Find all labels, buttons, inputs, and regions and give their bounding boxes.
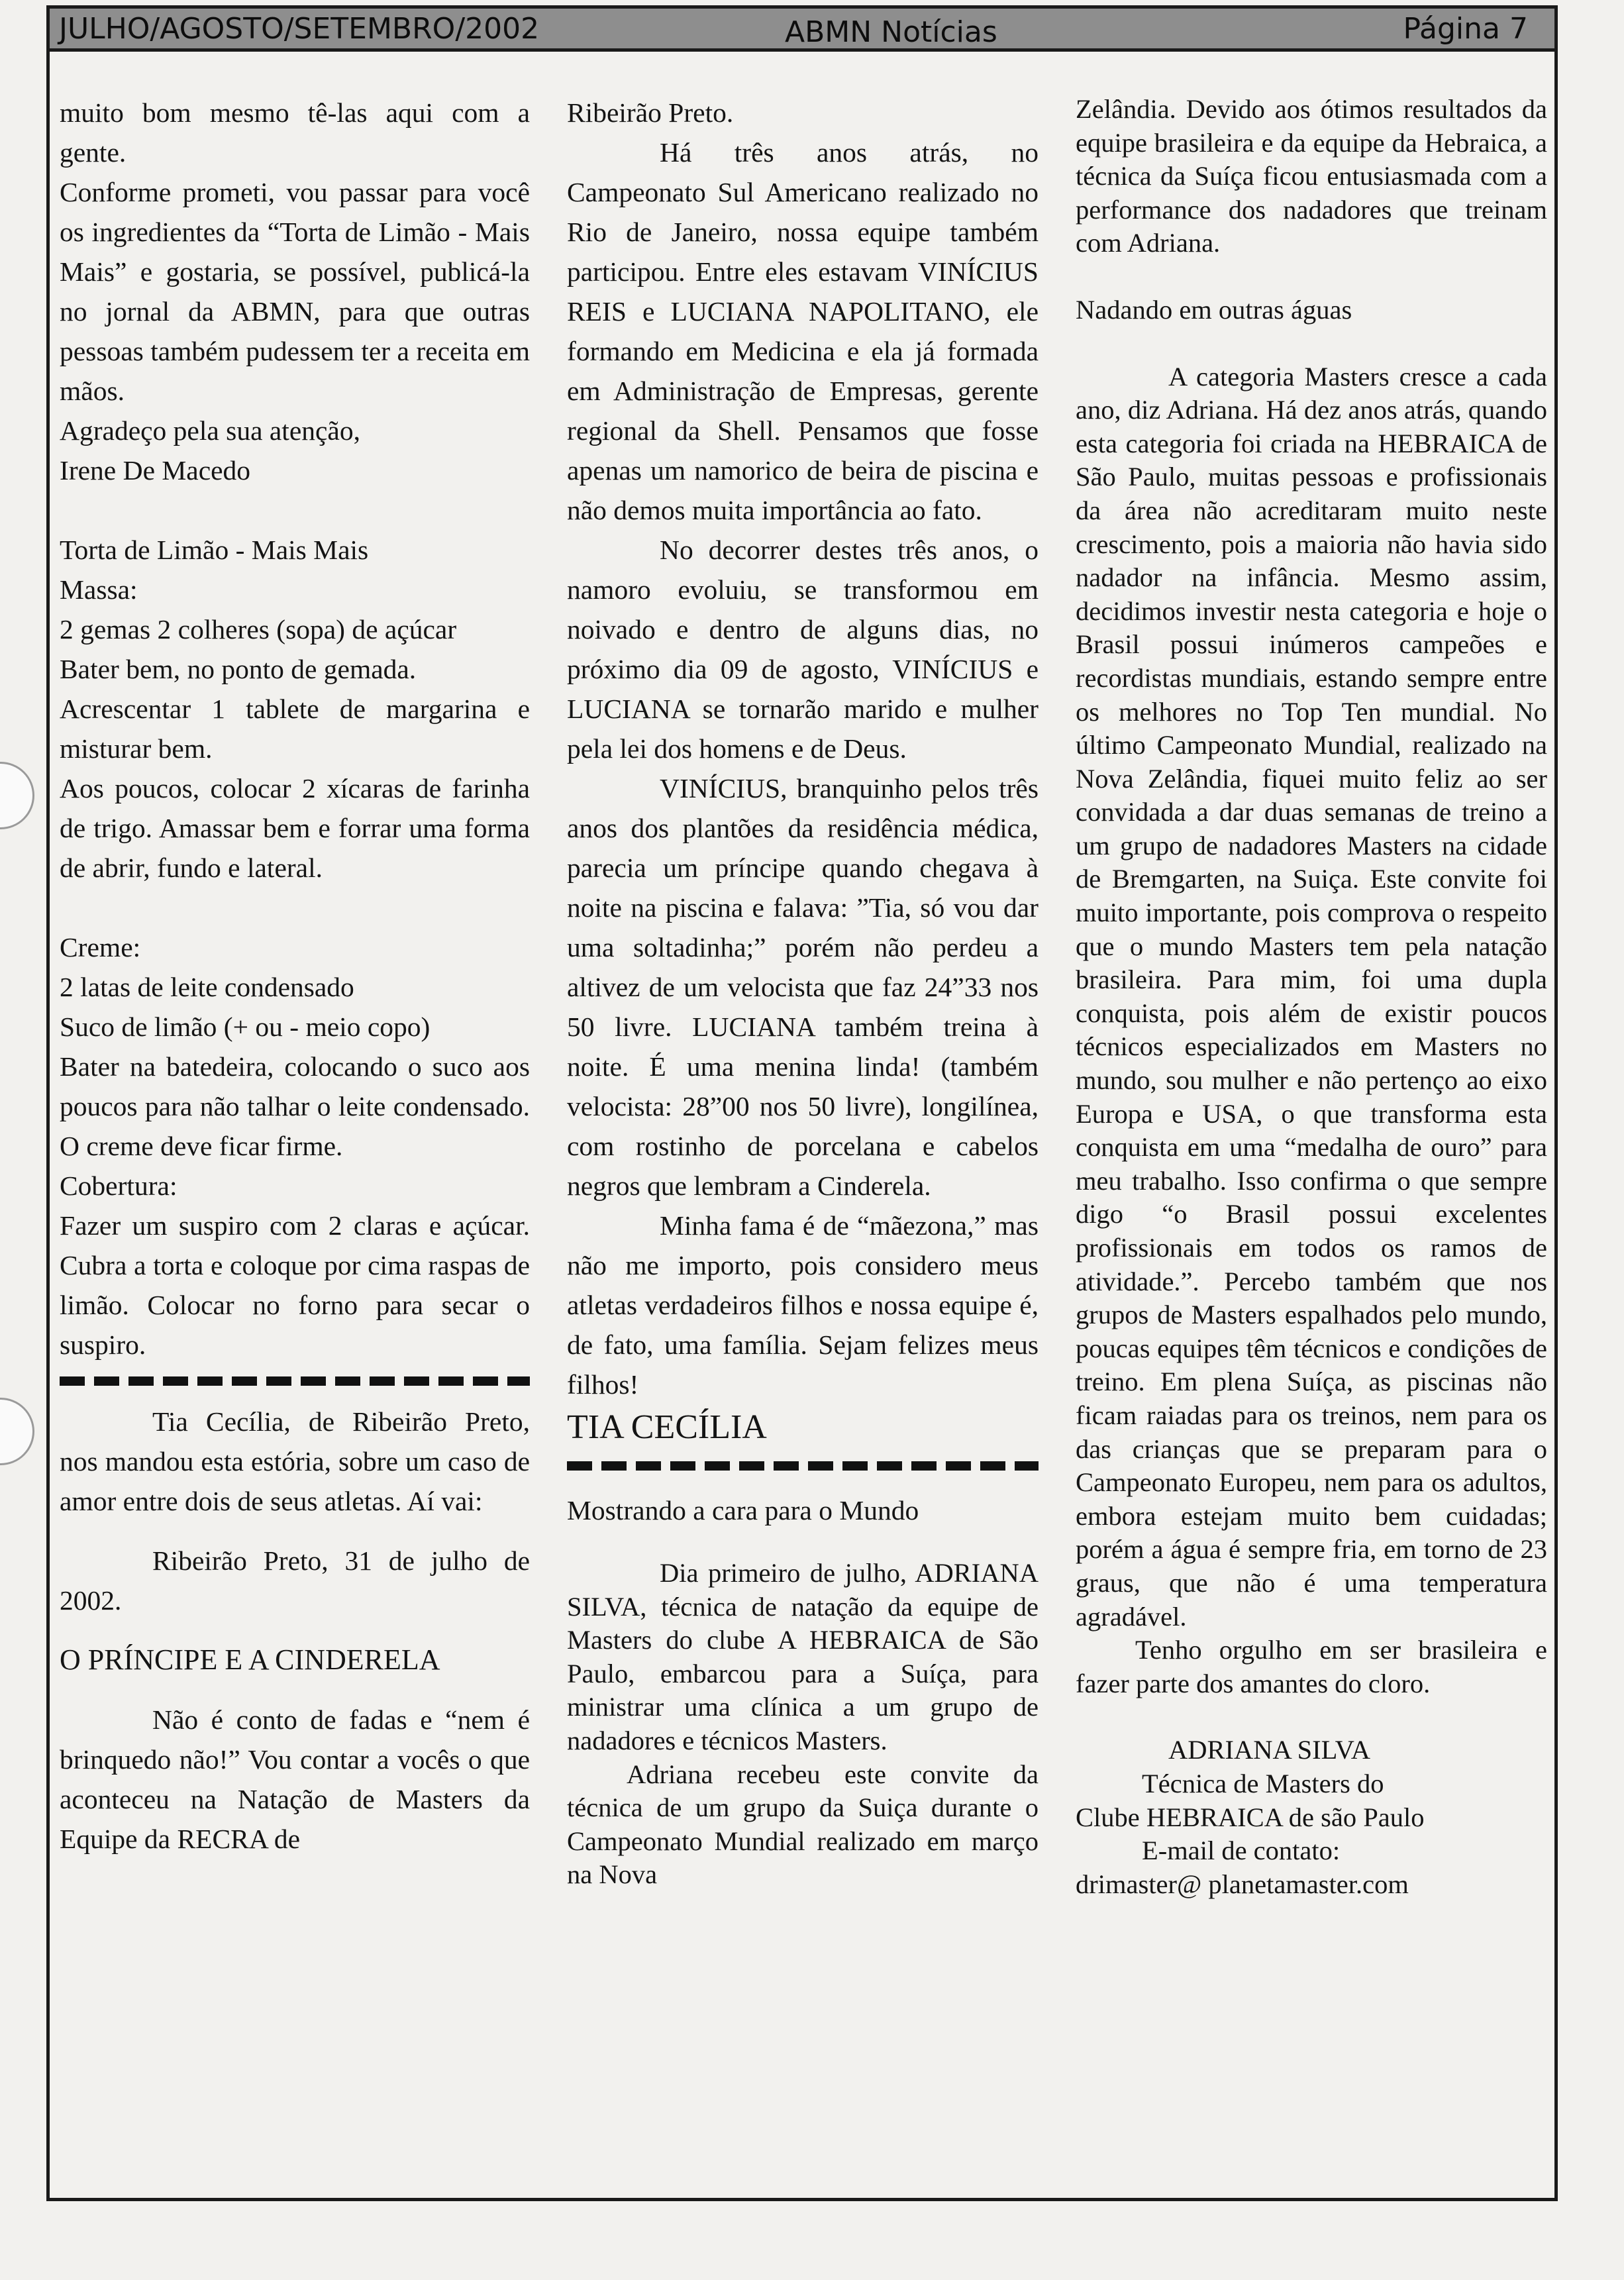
recipe-title: Torta de Limão - Mais Mais (60, 535, 369, 565)
paragraph: Dia primeiro de julho, ADRIANA SILVA, técnica de natação da equipe de Masters do clube A HEBRAICA de São Paulo, embarcou para a Suíça, para ministrar uma clínica a um grupo de nadadores e técnicos Masters. (567, 1558, 1039, 1755)
paragraph: Agradeço pela sua atenção, (60, 415, 360, 446)
paragraph: Não é conto de fadas e “nem é brinquedo não!” Vou contar a vocês o que aconteceu na Natação de Masters da Equipe da RECRA de (60, 1704, 530, 1854)
author-role: Técnica de Masters do (1142, 1768, 1384, 1798)
recipe-line: 2 latas de leite condensado (60, 972, 354, 1002)
paragraph: Adriana recebeu este convite da técnica de um grupo da Suiça durante o Campeonato Mundial realizado em março na Nova (567, 1759, 1039, 1890)
recipe-line: Bater bem, no ponto de gemada. (60, 654, 417, 684)
paragraph: Tia Cecília, de Ribeirão Preto, nos mandou esta estória, sobre um caso de amor entre dois de seus atletas. Aí vai: (60, 1406, 530, 1516)
recipe-line: 2 gemas 2 colheres (sopa) de açúcar (60, 614, 457, 645)
header-publication: ABMN Notícias (785, 15, 997, 49)
story-signature: TIA CECÍLIA (567, 1408, 767, 1446)
column-3 (1076, 93, 1547, 1901)
header-date: JULHO/AGOSTO/SETEMBRO/2002 (59, 11, 540, 46)
header-page-number: Página 7 (1403, 11, 1528, 46)
paragraph: Ribeirão Preto. (567, 97, 734, 128)
dashed-divider (60, 1376, 530, 1386)
paragraph: A categoria Masters cresce a cada ano, diz Adriana. Há dez anos atrás, quando esta categoria foi criada na HEBRAICA de São Paulo, muitas pessoas e profissionais da área não acreditaram muito neste crescimento, pois a maioria não havia sido nadador na infância. Mesmo assim, decidimos investir nesta categoria e hoje o Brasil possui inúmeros campeões e recordistas mundiais, estando sempre entre os melhores no Top Ten mundial. No último Campeonato Mundial, realizado na Nova Zelândia, fiquei muito feliz ao ser convidada a dar duas semanas de treino a um grupo de nadadores Masters na cidade de Bremgarten, na Suiça. Este convite foi muito importante, pois comprova o respeito que o mundo Masters tem pela natação brasileira. Para mim, foi uma dupla conquista, pois além de existir poucos técnicos especializados em Masters no mundo, sou mulher e não pertenço ao eixo Europa e USA, o que transforma esta conquista em uma “medalha de ouro” para meu trabalho. Isso confirma o que sempre digo “o Brasil possui excelentes profissionais em todos os ramos de atividade.”. Percebo também que nos grupos de Masters espalhados pelo mundo, poucas equipes têm técnicos e condições de treino. Em plena Suíça, as piscinas não ficam raiadas para os treinos, nem para os das crianças que se preparam para o Campeonato Europeu, nem para os adultos, embora estejam muito bem cuidadas; porém a água é sempre fria, em torno de 23 graus, que não é uma temperatura agradável. (1076, 361, 1547, 1632)
recipe-section-label: Cobertura: (60, 1170, 178, 1201)
column-2 (567, 93, 1039, 1892)
recipe-line: Suco de limão (+ ou - meio copo) (60, 1011, 431, 1042)
author-email: drimaster@ planetamaster.com (1076, 1869, 1409, 1899)
recipe-line: Acrescentar 1 tablete de margarina e misturar bem. (60, 694, 530, 764)
binder-hole-bottom (0, 1398, 34, 1465)
section-title: Nadando em outras águas (1076, 294, 1352, 325)
paragraph: VINÍCIUS, branquinho pelos três anos dos plantões da residência médica, parecia um príncipe quando chegava à noite na piscina e falava: ”Tia, só vou dar uma soltadinha;” porém não perdeu a altivez de um velocista que faz 24”33 nos 50 livre. LUCIANA também treina à noite. É uma menina linda! (também velocista: 28”00 nos 50 livre), longilínea, com rostinho de porcelana e cabelos negros que lembram a Cinderela. (567, 773, 1039, 1201)
binder-hole-top (0, 762, 34, 829)
recipe-line: Aos poucos, colocar 2 xícaras de farinha de trigo. Amassar bem e forrar uma forma de abrir, fundo e lateral. (60, 773, 530, 883)
section-title: Mostrando a cara para o Mundo (567, 1495, 919, 1526)
author-email-label: E-mail de contato: (1142, 1836, 1341, 1866)
paragraph: muito bom mesmo tê-las aqui com a gente. (60, 97, 530, 168)
recipe-line: Bater na batedeira, colocando o suco aos poucos para não talhar o leite condensado. O creme deve ficar firme. (60, 1051, 530, 1161)
recipe-section-label: Creme: (60, 932, 141, 962)
author-club: Clube HEBRAICA de são Paulo (1076, 1802, 1425, 1832)
paragraph: Conforme prometi, vou passar para você os ingredientes da “Torta de Limão - Mais Mais” e gostaria, se possível, publicá-la no jornal da ABMN, para que outras pessoas também pudessem ter a receita em mãos. (60, 177, 530, 406)
letter-signature: Irene De Macedo (60, 455, 251, 486)
story-title: O PRÍNCIPE E A CINDERELA (60, 1643, 440, 1676)
recipe-line: Fazer um suspiro com 2 claras e açúcar. Cubra a torta e coloque por cima raspas de limão. Colocar no forno para secar o suspiro. (60, 1210, 530, 1360)
paragraph: Minha fama é de “mãezona,” mas não me importo, pois considero meus atletas verdadeiros filhos e nossa equipe é, de fato, uma família. Sejam felizes meus filhos! (567, 1210, 1039, 1400)
paragraph: Há três anos atrás, no Campeonato Sul Americano realizado no Rio de Janeiro, nossa equipe também participou. Entre eles estavam VINÍCIUS REIS e LUCIANA NAPOLITANO, ele formando em Medicina e ela já formada em Administração de Empresas, gerente regional da Shell. Pensamos que fosse apenas um namorico de beira de piscina e não demos muita importância ao fato. (567, 137, 1039, 525)
dashed-divider (567, 1461, 1039, 1471)
paragraph: Tenho orgulho em ser brasileira e fazer parte dos amantes do cloro. (1076, 1635, 1547, 1698)
paragraph: Zelândia. Devido aos ótimos resultados da equipe brasileira e da equipe da Hebraica, a técnica da Suíça ficou entusiasmada com a performance dos nadadores que treinam com Adriana. (1076, 94, 1547, 258)
paragraph: No decorrer destes três anos, o namoro evoluiu, se transformou em noivado e dentro de alguns dias, no próximo dia 09 de agosto, VINÍCIUS e LUCIANA se tornarão marido e mulher pela lei dos homens e de Deus. (567, 535, 1039, 764)
letter-date: Ribeirão Preto, 31 de julho de 2002. (60, 1545, 530, 1616)
column-1 (60, 93, 530, 1859)
page-header (46, 5, 1558, 52)
author-name: ADRIANA SILVA (1168, 1735, 1370, 1765)
recipe-section-label: Massa: (60, 574, 138, 605)
